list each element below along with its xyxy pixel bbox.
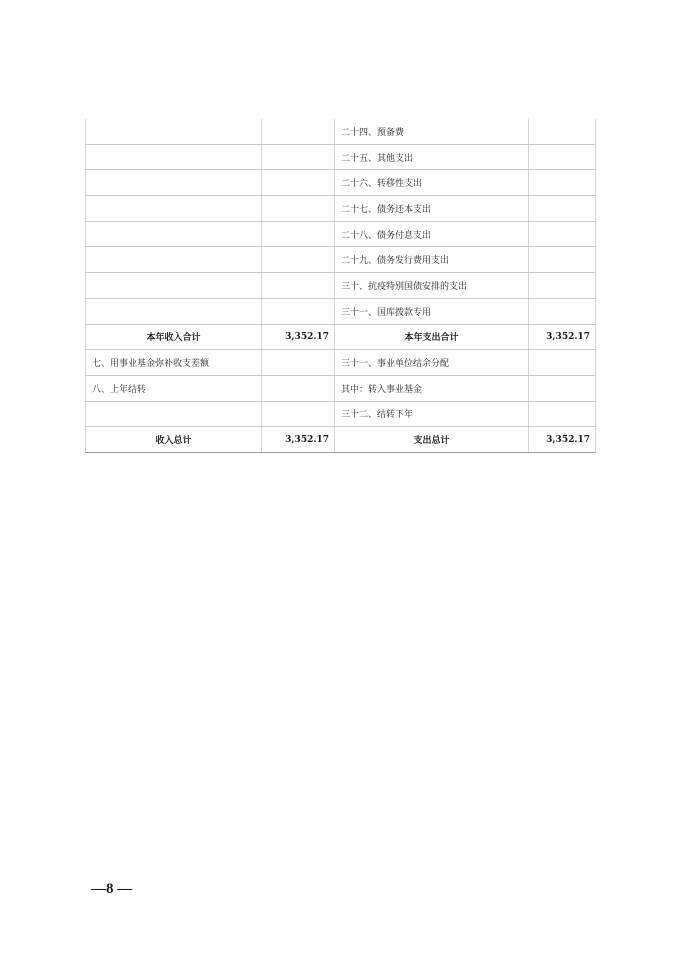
- expense-amount-cell: [529, 170, 596, 196]
- income-total-label: 本年收入合计: [86, 324, 262, 350]
- expense-amount-cell: [529, 273, 596, 299]
- income-item-cell: [86, 401, 262, 427]
- income-amount-cell: [262, 196, 335, 222]
- expense-amount-cell: [529, 350, 596, 376]
- table-row: [86, 221, 596, 247]
- expense-amount-cell: [529, 221, 596, 247]
- income-item-cell: [86, 144, 262, 170]
- expense-amount-cell: [529, 196, 596, 222]
- income-amount-cell: [262, 401, 335, 427]
- table-row: [86, 170, 596, 196]
- table-row: [86, 247, 596, 273]
- expense-amount-cell: [529, 401, 596, 427]
- page-number: —8 —: [91, 881, 133, 897]
- grand-total-row: [86, 427, 596, 453]
- table-row: [86, 298, 596, 324]
- income-item-cell: [86, 221, 262, 247]
- expense-total-label: 本年支出合计: [335, 324, 529, 350]
- income-amount-cell: [262, 273, 335, 299]
- expense-item-cell: 二十六、转移性支出: [335, 170, 529, 196]
- income-item-cell: [86, 119, 262, 144]
- table-row: [86, 350, 596, 376]
- expense-grand-total-amount: 3,352.17: [529, 427, 596, 453]
- annual-total-row: [86, 324, 596, 350]
- table-row: [86, 196, 596, 222]
- expense-item-cell: 三十一、国库拨款专用: [335, 298, 529, 324]
- expense-item-cell: 二十七、债务还本支出: [335, 196, 529, 222]
- table-row: [86, 144, 596, 170]
- table-row: [86, 119, 596, 144]
- expense-item-cell: 二十四、预备费: [335, 119, 529, 144]
- expense-item-cell: 三十一、事业单位结余分配: [335, 350, 529, 376]
- income-item-cell: [86, 196, 262, 222]
- expense-item-cell: 二十五、其他支出: [335, 144, 529, 170]
- expense-amount-cell: [529, 144, 596, 170]
- income-item-cell: [86, 298, 262, 324]
- income-amount-cell: [262, 119, 335, 144]
- income-item-cell: [86, 273, 262, 299]
- expense-item-cell: 二十八、债务付息支出: [335, 221, 529, 247]
- expense-item-cell: 三十二、结转下年: [335, 401, 529, 427]
- income-amount-cell: [262, 298, 335, 324]
- income-item-cell: 七、用事业基金弥补收支差额: [86, 350, 262, 376]
- income-item-cell: [86, 247, 262, 273]
- expense-amount-cell: [529, 247, 596, 273]
- expense-item-cell: 二十九、债务发行费用支出: [335, 247, 529, 273]
- table-row: [86, 375, 596, 401]
- expense-total-amount: 3,352.17: [529, 324, 596, 350]
- income-item-cell: [86, 170, 262, 196]
- expense-amount-cell: [529, 298, 596, 324]
- income-amount-cell: [262, 170, 335, 196]
- expense-amount-cell: [529, 375, 596, 401]
- table-row: [86, 401, 596, 427]
- income-total-amount: 3,352.17: [262, 324, 335, 350]
- income-amount-cell: [262, 221, 335, 247]
- income-grand-total-label: 收入总计: [86, 427, 262, 453]
- budget-table: [85, 119, 596, 453]
- income-item-cell: 八、上年结转: [86, 375, 262, 401]
- expense-item-cell: 其中：转入事业基金: [335, 375, 529, 401]
- income-amount-cell: [262, 375, 335, 401]
- expense-item-cell: 三十、抗疫特别国债安排的支出: [335, 273, 529, 299]
- expense-grand-total-label: 支出总计: [335, 427, 529, 453]
- income-amount-cell: [262, 350, 335, 376]
- income-grand-total-amount: 3,352.17: [262, 427, 335, 453]
- income-amount-cell: [262, 247, 335, 273]
- income-amount-cell: [262, 144, 335, 170]
- expense-amount-cell: [529, 119, 596, 144]
- table-row: [86, 273, 596, 299]
